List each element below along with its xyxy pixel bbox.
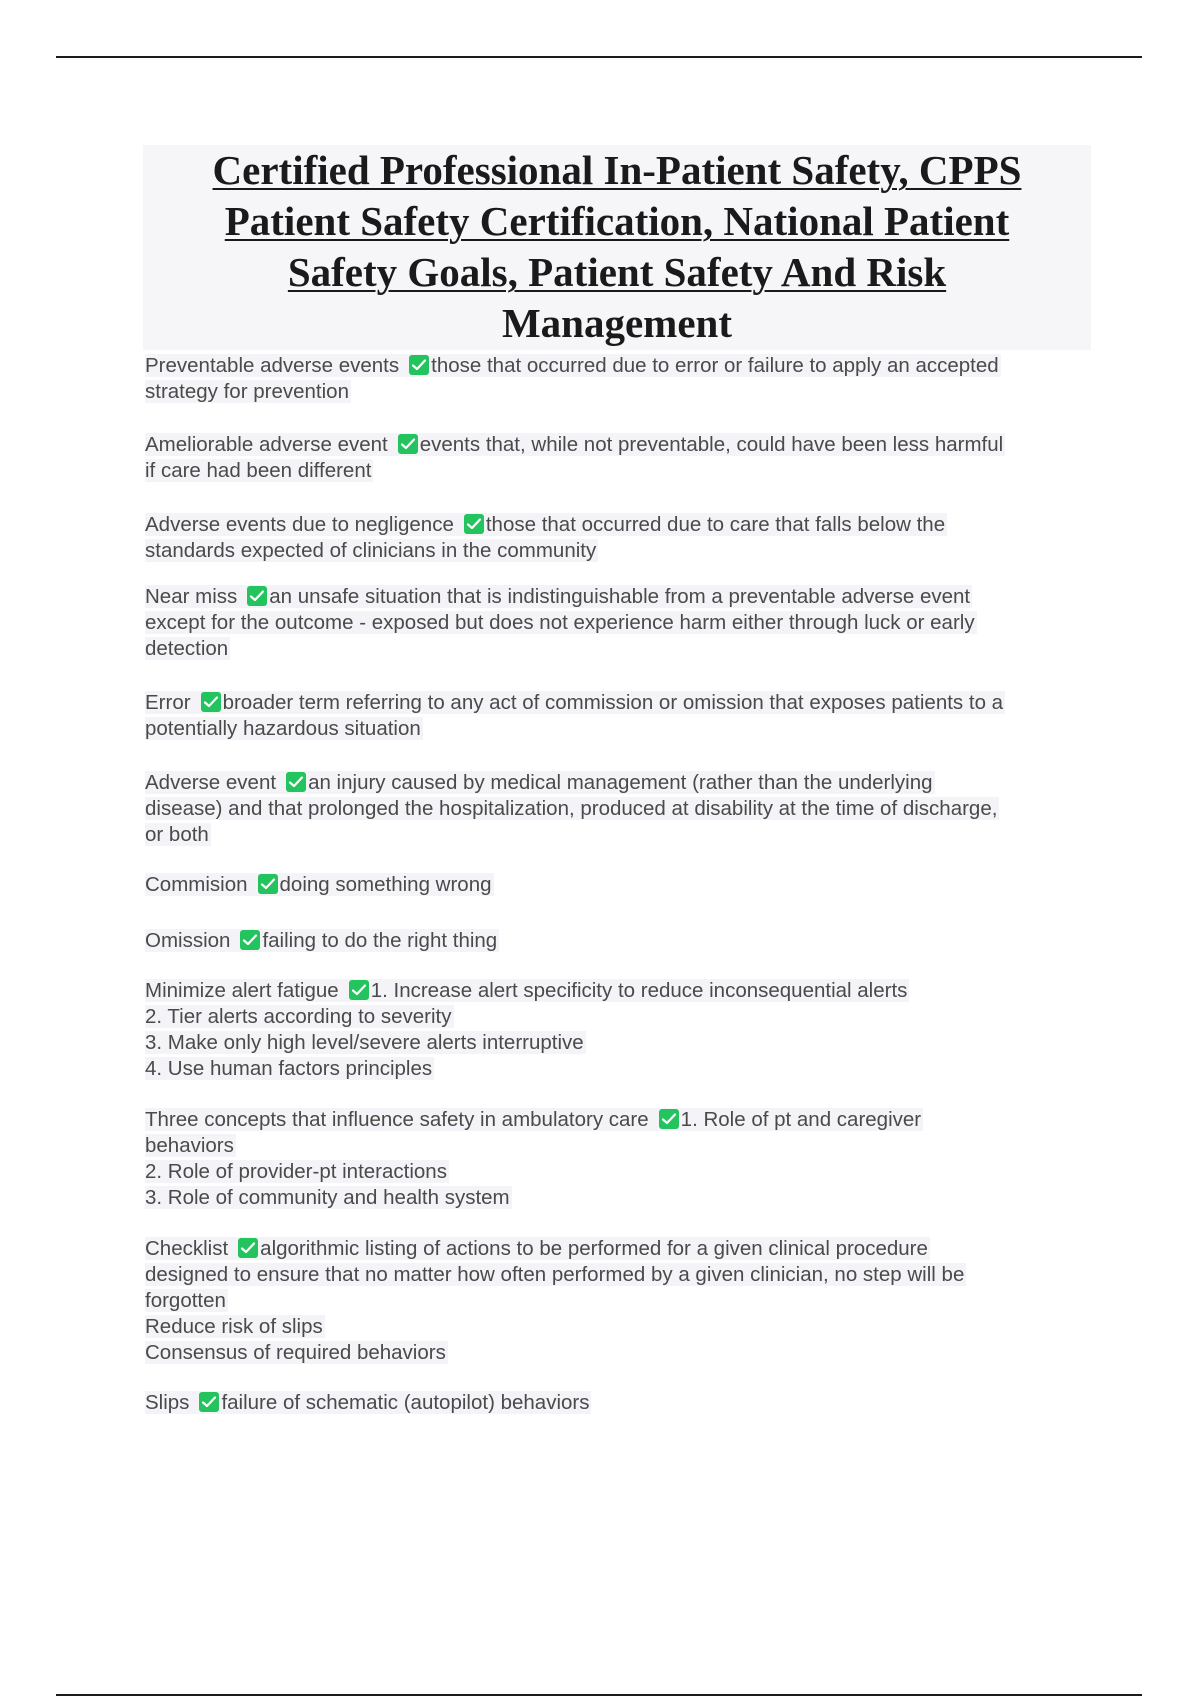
check-icon [286, 772, 306, 792]
entry-term: Preventable adverse events [145, 354, 400, 377]
entry-term: Commision [145, 873, 248, 896]
check-icon [238, 1238, 258, 1258]
check-icon [349, 980, 369, 1000]
entry-highlight [145, 691, 1005, 714]
check-icon [659, 1109, 679, 1129]
entry-first-line [145, 928, 1095, 954]
flashcard-entry [145, 1236, 1095, 1366]
entry-definition: strategy for prevention [145, 380, 349, 403]
entry-highlight [145, 354, 1001, 377]
check-icon [258, 874, 278, 894]
flashcard-entry [145, 584, 1095, 662]
entry-line [145, 1004, 1095, 1030]
entry-term: Error [145, 691, 191, 714]
entry-definition: those that occurred due to care that falls below the [485, 513, 946, 536]
entry-definition: broader term referring to any act of commission or omission that exposes patients to a [222, 691, 1004, 714]
check-icon [199, 1392, 219, 1412]
entry-first-line [145, 353, 1095, 379]
flashcard-entry [145, 512, 1095, 564]
entry-highlight [145, 1391, 591, 1414]
entry-line [145, 458, 1095, 484]
entry-highlight [145, 979, 909, 1002]
title-line: Safety Goals, Patient Safety And Risk [287, 249, 947, 295]
entry-highlight [145, 380, 351, 403]
check-icon [240, 930, 260, 950]
entry-highlight [145, 1237, 930, 1260]
entry-definition: except for the outcome - exposed but does not experience harm either through luck or early [145, 611, 975, 634]
entry-first-line [145, 584, 1095, 610]
entry-highlight [145, 611, 977, 634]
entry-highlight [145, 637, 230, 660]
entry-first-line [145, 432, 1095, 458]
check-icon [409, 355, 429, 375]
entry-definition: events that, while not preventable, could have been less harmful [419, 433, 1004, 456]
entry-highlight [145, 1031, 586, 1054]
entry-definition: detection [145, 637, 229, 660]
flashcard-entry [145, 1107, 1095, 1211]
title-block [143, 145, 1091, 350]
entry-definition: Reduce risk of slips [145, 1315, 323, 1338]
entry-term: Slips [145, 1391, 190, 1414]
entry-definition: doing something wrong [279, 873, 492, 896]
flashcard-entry [145, 978, 1095, 1082]
entry-highlight [145, 1315, 325, 1338]
entry-first-line [145, 1390, 1095, 1416]
entry-definition: Consensus of required behaviors [145, 1341, 446, 1364]
entry-line [145, 538, 1095, 564]
entry-first-line [145, 770, 1095, 796]
entry-line [145, 1030, 1095, 1056]
entry-highlight [145, 823, 211, 846]
entry-definition: potentially hazardous situation [145, 717, 421, 740]
entry-definition: failure of schematic (autopilot) behaviors [221, 1391, 590, 1414]
entry-definition: 2. Role of provider-pt interactions [145, 1160, 447, 1183]
entry-first-line [145, 1236, 1095, 1262]
entry-highlight [145, 873, 494, 896]
entry-definition: disease) and that prolonged the hospitalization, produced at disability at the time of discharge, [145, 797, 998, 820]
entry-first-line [145, 512, 1095, 538]
entry-term: Adverse events due to negligence [145, 513, 454, 536]
top-rule [56, 56, 1142, 58]
entry-highlight [145, 1160, 449, 1183]
entry-term: Omission [145, 929, 231, 952]
entry-definition: an injury caused by medical management (rather than the underlying [308, 771, 933, 794]
entry-line [145, 1056, 1095, 1082]
entry-highlight [145, 1108, 923, 1131]
check-icon [398, 434, 418, 454]
flashcard-entry [145, 928, 1095, 954]
entry-line [145, 1288, 1095, 1314]
entry-highlight [145, 539, 598, 562]
bottom-rule [56, 1694, 1142, 1696]
entry-definition: those that occurred due to error or failure to apply an accepted [431, 354, 999, 377]
entry-line [145, 610, 1095, 636]
entry-highlight [145, 717, 423, 740]
entry-highlight [145, 1186, 512, 1209]
entry-definition: 3. Make only high level/severe alerts interruptive [145, 1031, 584, 1054]
title-line: Certified Professional In-Patient Safety, CPPS [212, 147, 1022, 193]
entry-highlight [145, 1289, 228, 1312]
entry-term: Three concepts that influence safety in ambulatory care [145, 1108, 649, 1131]
entry-line [145, 1159, 1095, 1185]
entry-definition: behaviors [145, 1134, 234, 1157]
entry-highlight [145, 1057, 434, 1080]
entry-highlight [145, 459, 373, 482]
entry-highlight [145, 1341, 448, 1364]
entry-definition: or both [145, 823, 209, 846]
entry-definition: an unsafe situation that is indistinguishable from a preventable adverse event [269, 585, 971, 608]
flashcard-entry [145, 1390, 1095, 1416]
check-icon [247, 586, 267, 606]
entry-highlight [145, 1263, 966, 1286]
check-icon [201, 692, 221, 712]
flashcard-entry [145, 690, 1095, 742]
entry-definition: 2. Tier alerts according to severity [145, 1005, 452, 1028]
entry-highlight [145, 797, 999, 820]
entry-definition: if care had been different [145, 459, 372, 482]
entry-definition: standards expected of clinicians in the community [145, 539, 597, 562]
flashcard-list [145, 353, 1095, 1416]
entry-line [145, 796, 1095, 822]
entry-first-line [145, 690, 1095, 716]
entry-highlight [145, 585, 972, 608]
entry-line [145, 1262, 1095, 1288]
entry-highlight [145, 1134, 236, 1157]
entry-line [145, 1133, 1095, 1159]
entry-definition: 1. Role of pt and caregiver [680, 1108, 922, 1131]
entry-term: Ameliorable adverse event [145, 433, 388, 456]
entry-highlight [145, 771, 935, 794]
entry-definition: 3. Role of community and health system [145, 1186, 510, 1209]
entry-line [145, 1185, 1095, 1211]
flashcard-entry [145, 872, 1095, 898]
flashcard-entry [145, 432, 1095, 484]
entry-line [145, 636, 1095, 662]
check-icon [464, 514, 484, 534]
flashcard-entry [145, 353, 1095, 405]
entry-term: Minimize alert fatigue [145, 979, 339, 1002]
entry-highlight [145, 513, 947, 536]
entry-line [145, 1314, 1095, 1340]
entry-first-line [145, 872, 1095, 898]
entry-highlight [145, 1005, 454, 1028]
entry-first-line [145, 1107, 1095, 1133]
flashcard-entry [145, 770, 1095, 848]
entry-definition: 4. Use human factors principles [145, 1057, 433, 1080]
entry-highlight [145, 929, 499, 952]
entry-term: Checklist [145, 1237, 229, 1260]
entry-term: Near miss [145, 585, 238, 608]
entry-definition: forgotten [145, 1289, 226, 1312]
entry-definition: designed to ensure that no matter how often performed by a given clinician, no step will be [145, 1263, 965, 1286]
entry-term: Adverse event [145, 771, 277, 794]
entry-definition: failing to do the right thing [262, 929, 498, 952]
entry-line [145, 1340, 1095, 1366]
entry-line [145, 379, 1095, 405]
title-line: Management [502, 298, 732, 349]
entry-highlight [145, 433, 1005, 456]
title-line: Patient Safety Certification, National Patient [224, 198, 1010, 244]
document-title [143, 145, 1091, 349]
entry-first-line [145, 978, 1095, 1004]
entry-definition: 1. Increase alert specificity to reduce inconsequential alerts [370, 979, 908, 1002]
entry-line [145, 822, 1095, 848]
entry-definition: algorithmic listing of actions to be performed for a given clinical procedure [260, 1237, 928, 1260]
entry-line [145, 716, 1095, 742]
